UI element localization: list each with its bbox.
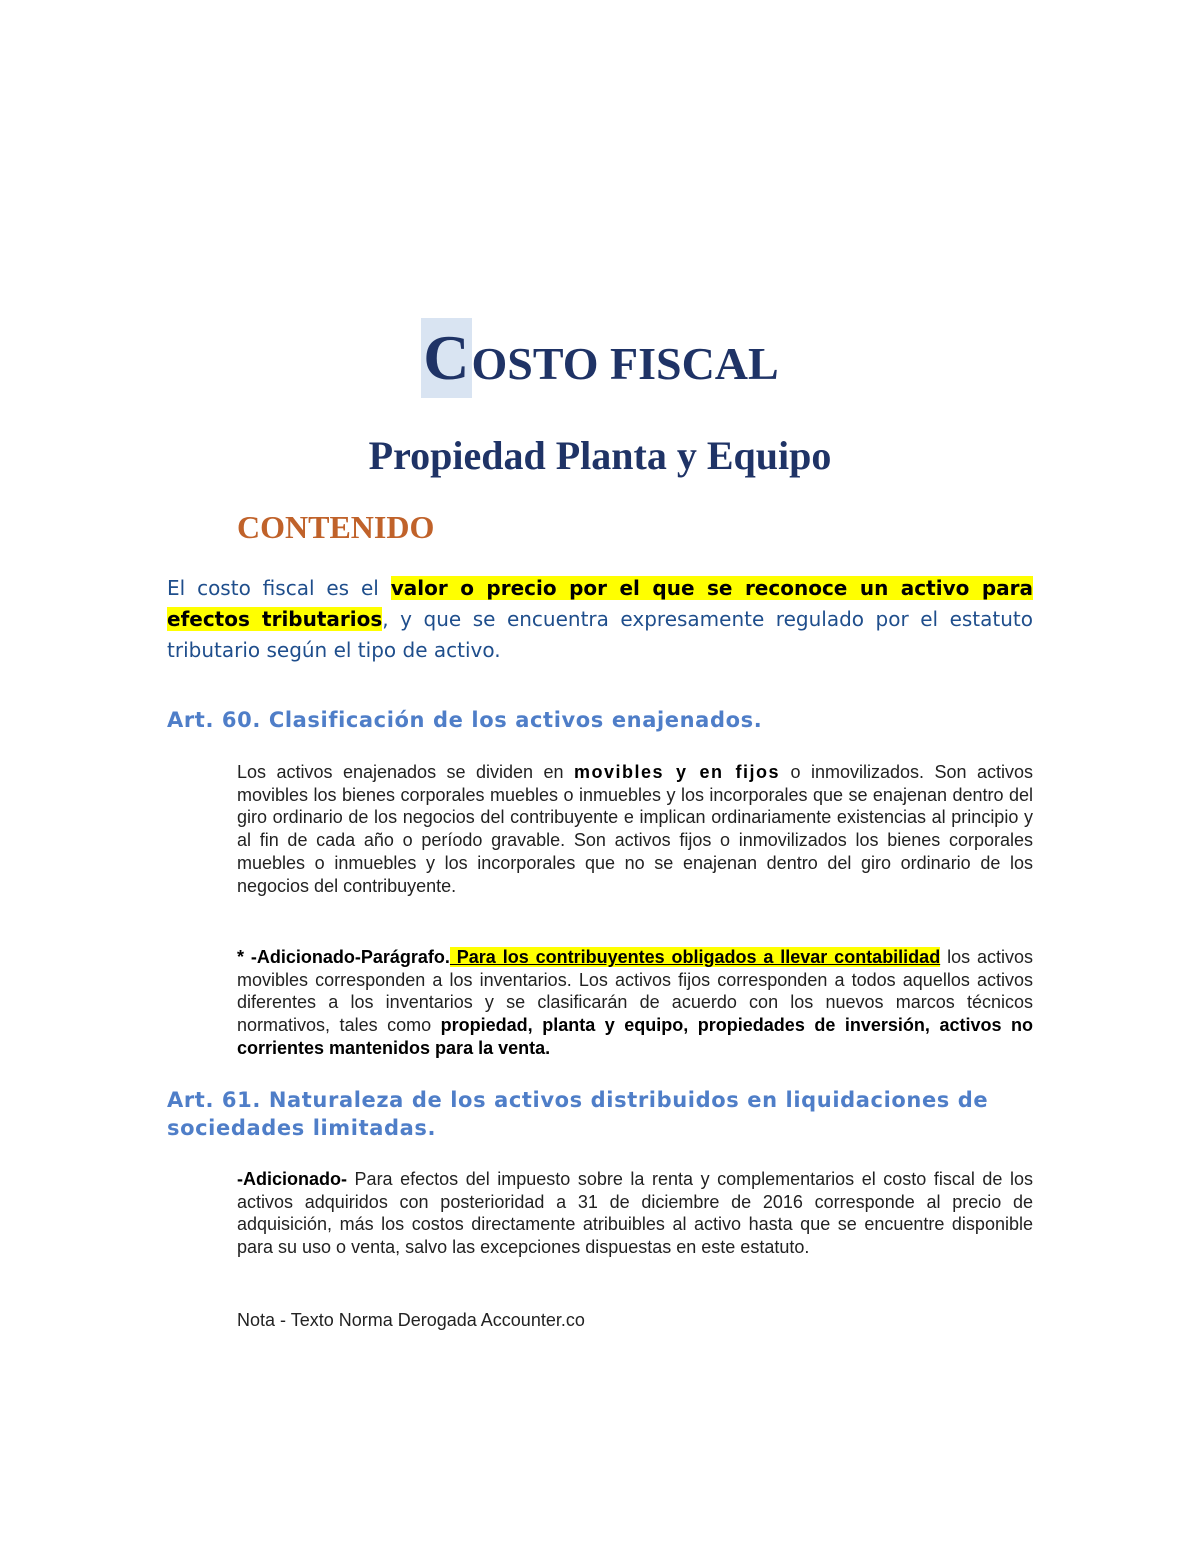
title-initial: C xyxy=(421,318,471,398)
document-subtitle: Propiedad Planta y Equipo xyxy=(368,433,832,478)
art61-text: Para efectos del impuesto sobre la renta y complementarios el costo fiscal de los activos adquiridos con posterioridad a 31 de diciembre de 2016 corresponde al precio de adquisición, más los costos directamente atribuibles al activo hasta que se encuentre disponible para su uso o venta, salvo las excepciones dispuestas en este estatuto. xyxy=(237,1169,1033,1258)
art60-paragraph-2 xyxy=(237,946,1033,1060)
document-title xyxy=(0,318,1200,404)
intro-highlight: valor o precio por el que se reconoce un activo para efectos tributarios xyxy=(167,576,1033,631)
footnote: Nota - Texto Norma Derogada Accounter.co xyxy=(237,1310,585,1330)
art61-heading: Art. 61. Naturaleza de los activos distribuidos en liquidaciones de sociedades limitadas. xyxy=(167,1088,989,1140)
art60-bold-list: propiedad, planta y equipo, propiedades de inversión, activos no corrientes mantenidos para la venta. xyxy=(237,1015,1034,1058)
art60-text-c: los activos movibles corresponden a los inventarios. Los activos fijos corresponden a todos aquellos activos diferentes a los inventarios y se clasificarán de acuerdo con los nuevos marcos técnicos normativos, tales como xyxy=(237,947,1033,1036)
art60-text-b: o inmovilizados. Son activos movibles los bienes corporales muebles o inmuebles y los incorporales que se enajenan dentro del giro ordinario de los negocios del contribuyente e implican ordinariamente existencias al principio y al fin de cada año o período gravable. Son activos fijos o inmovilizados los bienes corporales muebles o inmuebles y los incorporales que no se enajenan dentro del giro ordinario de los negocios del contribuyente. xyxy=(237,762,1033,896)
art60-paragraph-label: * -Adicionado-Parágrafo. xyxy=(237,947,450,967)
art60-text-a: Los activos enajenados se dividen en xyxy=(237,762,575,782)
art61-paragraph xyxy=(237,1168,1033,1259)
section-heading: CONTENIDO xyxy=(237,509,435,545)
art60-heading: Art. 60. Clasificación de los activos enajenados. xyxy=(167,708,763,732)
art60-paragraph-1 xyxy=(237,761,1033,897)
intro-paragraph xyxy=(167,573,1033,666)
intro-text-continued: , y que se encuentra expresamente regulado por el estatuto tributario según el tipo de activo. xyxy=(167,607,1034,662)
intro-text: El costo fiscal es el xyxy=(167,576,391,600)
art60-highlight: Para los contribuyentes obligados a llevar contabilidad xyxy=(449,947,941,967)
art61-label: -Adicionado- xyxy=(237,1169,347,1189)
title-rest: OSTO FISCAL xyxy=(471,338,779,389)
art60-bold-term: movibles y en fijos xyxy=(574,762,780,782)
